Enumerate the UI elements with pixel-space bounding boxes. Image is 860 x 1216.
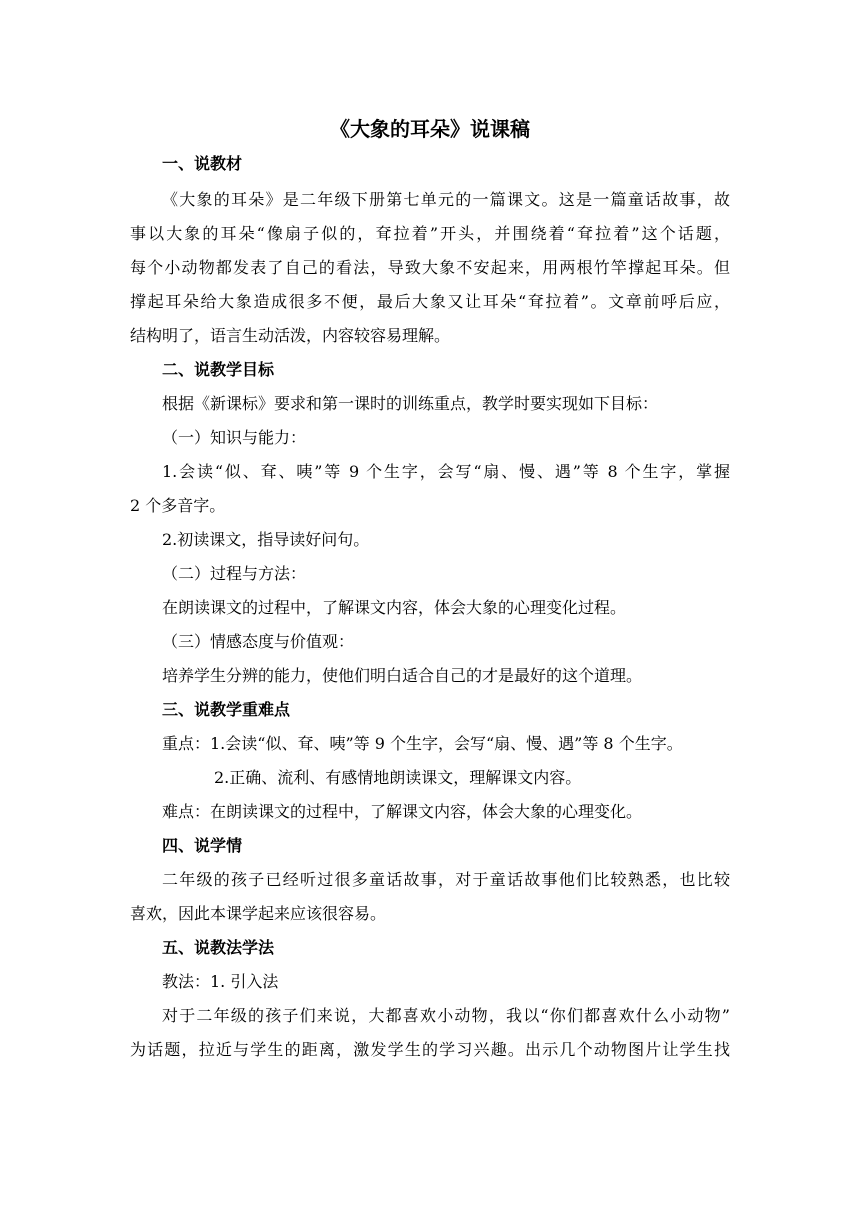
paragraph-line: 1.会读“似、耷、咦”等 9 个生字，会写“扇、慢、遇”等 8 个生字，掌握 xyxy=(162,462,730,481)
paragraph-line: 结构明了，语言生动活泼，内容较容易理解。 xyxy=(130,326,451,345)
paragraph-line: 难点：在朗读课文的过程中，了解课文内容，体会大象的心理变化。 xyxy=(162,802,643,821)
section-heading-4: 四、说学情 xyxy=(162,836,243,855)
paragraph-line: 对于二年级的孩子们来说，大都喜欢小动物，我以“你们都喜欢什么小动物” xyxy=(162,1006,730,1025)
paragraph-line: 二年级的孩子已经听过很多童话故事，对于童话故事他们比较熟悉，也比较 xyxy=(162,870,730,889)
section-heading-2: 二、说教学目标 xyxy=(162,360,275,379)
section-heading-1: 一、说教材 xyxy=(162,154,243,173)
paragraph-line: 撑起耳朵给大象造成很多不便，最后大象又让耳朵“耷拉着”。文章前呼后应， xyxy=(130,292,730,311)
subsection-heading: （一）知识与能力： xyxy=(162,428,307,447)
paragraph-line: 重点：1.会读“似、耷、咦”等 9 个生字，会写“扇、慢、遇”等 8 个生字。 xyxy=(162,734,683,753)
paragraph-line: 《大象的耳朵》是二年级下册第七单元的一篇课文。这是一篇童话故事，故 xyxy=(162,190,730,209)
paragraph-line: 教法：1. 引入法 xyxy=(162,972,279,991)
section-heading-5: 五、说教法学法 xyxy=(162,938,275,957)
paragraph-line: 2 个多音字。 xyxy=(130,496,226,515)
paragraph-line: 培养学生分辨的能力，使他们明白适合自己的才是最好的这个道理。 xyxy=(162,666,643,685)
paragraph-line: 根据《新课标》要求和第一课时的训练重点，教学时要实现如下目标： xyxy=(162,394,659,413)
paragraph-line: 为话题，拉近与学生的距离，激发学生的学习兴趣。出示几个动物图片让学生找 xyxy=(130,1040,730,1059)
section-heading-3: 三、说教学重难点 xyxy=(162,700,291,719)
paragraph-line: 事以大象的耳朵“像扇子似的，耷拉着”开头，并围绕着“耷拉着”这个话题， xyxy=(130,224,730,243)
paragraph-line: 在朗读课文的过程中，了解课文内容，体会大象的心理变化过程。 xyxy=(162,598,627,617)
subsection-heading: （二）过程与方法： xyxy=(162,564,307,583)
paragraph-line: 2.初读课文，指导读好问句。 xyxy=(162,530,370,549)
paragraph-line: 喜欢，因此本课学起来应该很容易。 xyxy=(130,904,387,923)
paragraph-line: 每个小动物都发表了自己的看法，导致大象不安起来，用两根竹竿撑起耳朵。但 xyxy=(130,258,730,277)
subsection-heading: （三）情感态度与价值观： xyxy=(162,632,355,651)
paragraph-line: 2.正确、流利、有感情地朗读课文，理解课文内容。 xyxy=(214,768,582,787)
document-title: 《大象的耳朵》说课稿 xyxy=(330,117,530,141)
